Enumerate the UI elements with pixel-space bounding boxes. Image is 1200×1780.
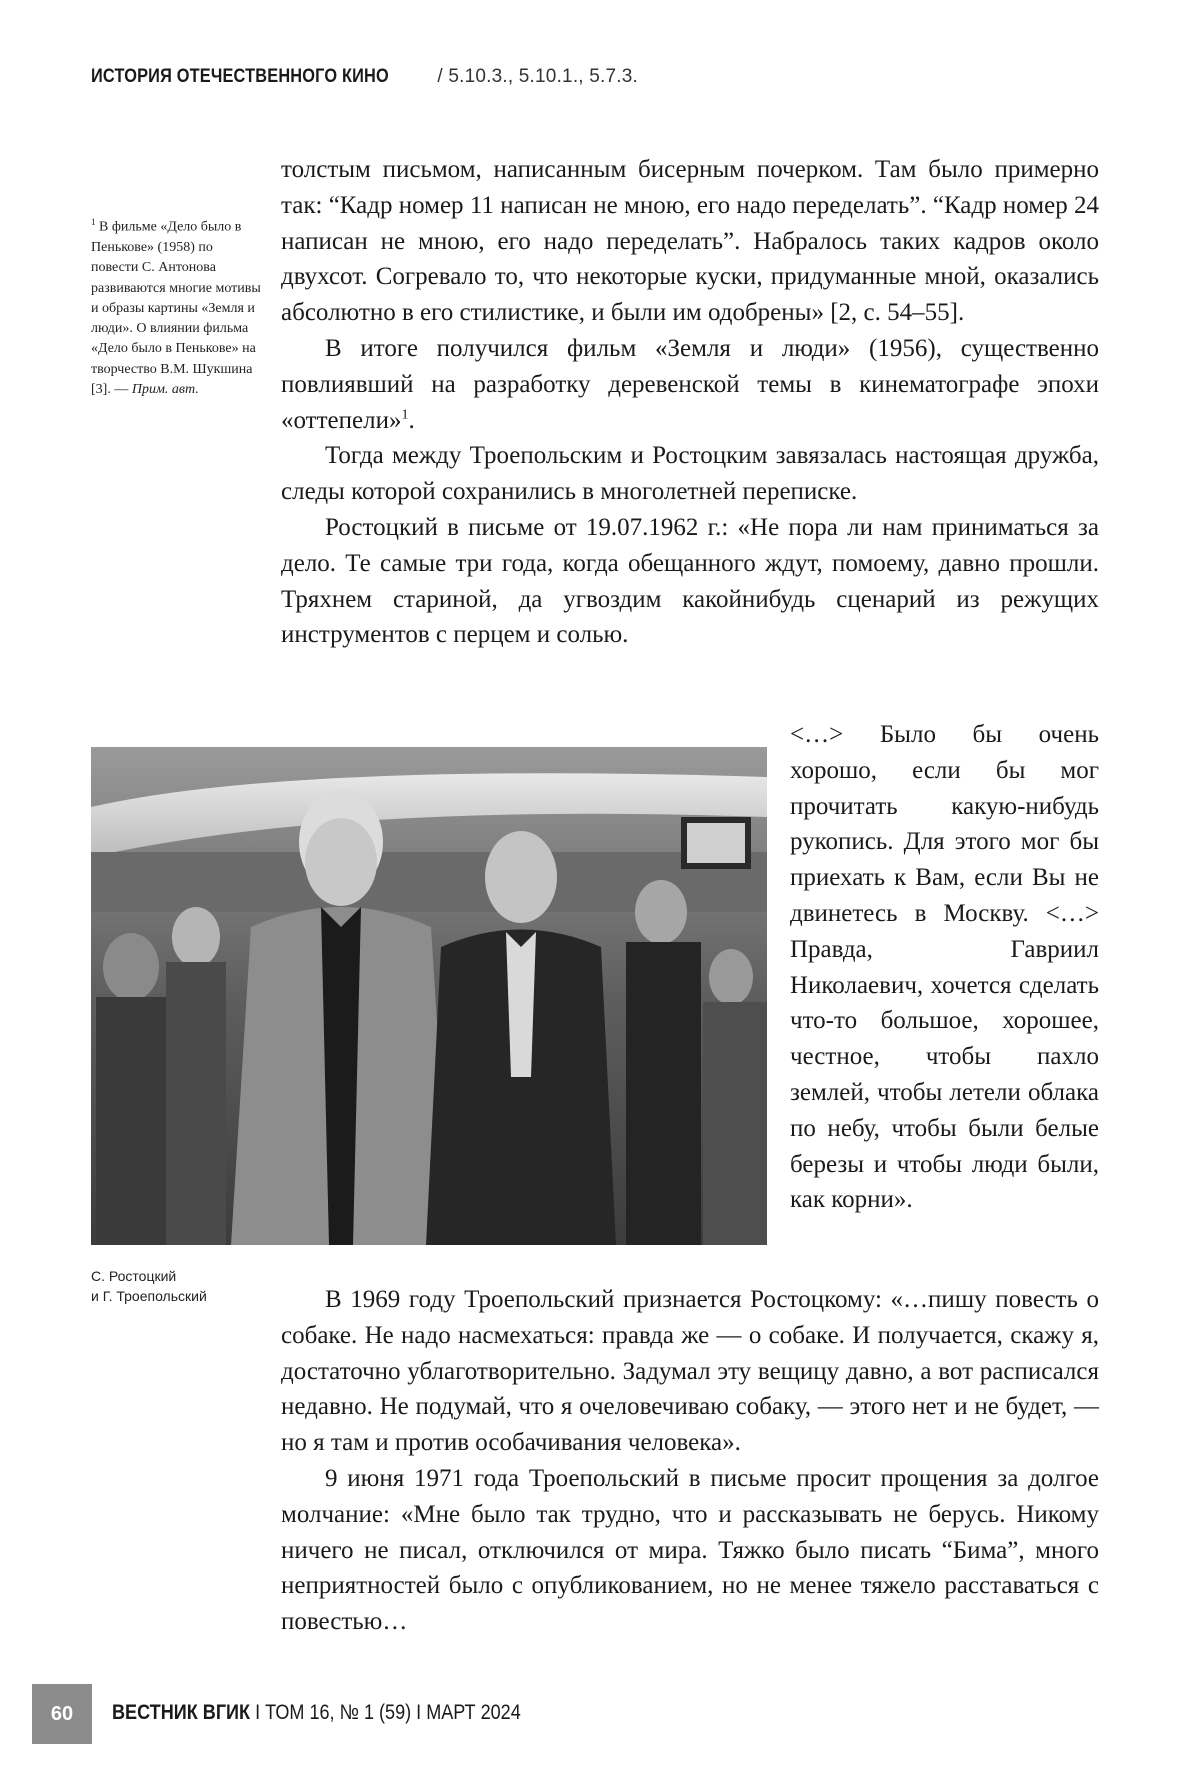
page-footer	[32, 1684, 732, 1744]
narrow-column	[790, 717, 1099, 1218]
bottom-column	[281, 1282, 1099, 1640]
paragraph-2-end: .	[408, 406, 415, 434]
photo-illustration	[91, 747, 767, 1245]
paragraph-3: Тогда между Троепольским и Ростоцким завязалась настоящая дружба, следы которой сохранились в многолетней переписке.	[281, 442, 1099, 506]
journal-issue: I ТОМ 16, № 1 (59) I МАРТ 2024	[250, 1701, 521, 1724]
paragraph-1: толстым письмом, написанным бисерным почерком. Там было примерно так: “Кадр номер 11 написан не мною, его надо переделать”. “Кадр номер 24 написан не мною, его надо переделать”. Набралось таких кадров около двухсот. Согревало то, что некоторые куски, придуманные мной, оказались абсолютно в его стилистике, и были им одобрены» [2, с. 54–55].	[281, 156, 1099, 327]
running-header	[91, 66, 638, 88]
footnote-mark: 1	[91, 217, 96, 227]
section-codes: / 5.10.3., 5.10.1., 5.7.3.	[437, 66, 638, 87]
main-column	[281, 152, 1099, 653]
footnote-text: В фильме «Дело было в Пенькове» (1958) по повести С. Антонова развиваются многие мотивы и образы картины «Земля и люди». О влиянии фильма «Дело было в Пенькове» на творчество В.М. Шукшина [3]. —	[91, 219, 261, 398]
paragraph-5: В 1969 году Троепольский признается Ростоцкому: «…пишу повесть о собаке. Не надо насмехаться: правда же — о собаке. И получается, скажу я, достаточно ублаготворительно. Задумал эту вещицу давно, а вот расписался недавно. Не подумай, что я очеловечиваю собаку, — этого нет и не будет, — но я там и против особачивания человека».	[281, 1286, 1099, 1457]
page-number: 60	[32, 1684, 92, 1744]
paragraph-2-text: В итоге получился фильм «Земля и люди» (1956), существенно повлиявший на разработку деревенской темы в кинематографе эпохи «оттепели»	[281, 334, 1099, 434]
paragraph-4: Ростоцкий в письме от 19.07.1962 г.: «Не пора ли нам приниматься за дело. Те самые три года, когда обещанного ждут, помоему, давно прошли. Тряхнем стариной, да угвоздим какойнибудь сценарий из режущих инструментов с перцем и солью.	[281, 513, 1099, 649]
journal-name: ВЕСТНИК ВГИК	[112, 1701, 251, 1724]
photo-caption	[91, 1266, 281, 1306]
paragraph-4-continued: <…> Было бы очень хорошо, если бы мог прочитать какую-нибудь рукопись. Для этого мог бы приехать к Вам, если Вы не двинетесь в Москву. <…> Правда, Гавриил Николаевич, хочется сделать что-то большое, хорошее, честное, чтобы пахло землей, чтобы летели облака по небу, чтобы были белые березы и чтобы люди были, как корни».	[790, 721, 1099, 1214]
caption-line-2: и Г. Троепольский	[91, 1288, 207, 1304]
caption-line-1: С. Ростоцкий	[91, 1268, 177, 1284]
footnote	[91, 212, 261, 400]
section-title: ИСТОРИЯ ОТЕЧЕСТВЕННОГО КИНО	[91, 66, 389, 87]
paragraph-2	[281, 331, 1099, 438]
paragraph-6: 9 июня 1971 года Троепольский в письме просит прощения за долгое молчание: «Мне было так трудно, что и рассказывать не берусь. Никому ничего не писал, отключился от мира. Тяжко было писать “Бима”, много неприятностей было с опубликованием, но не менее тяжело расставаться с повестью…	[281, 1464, 1099, 1636]
photo-rostotsky-troepolsky	[91, 747, 767, 1245]
footnote-author-note: Прим. авт.	[131, 382, 199, 398]
journal-info	[112, 1701, 521, 1725]
footnote-ref: 1	[401, 407, 409, 423]
